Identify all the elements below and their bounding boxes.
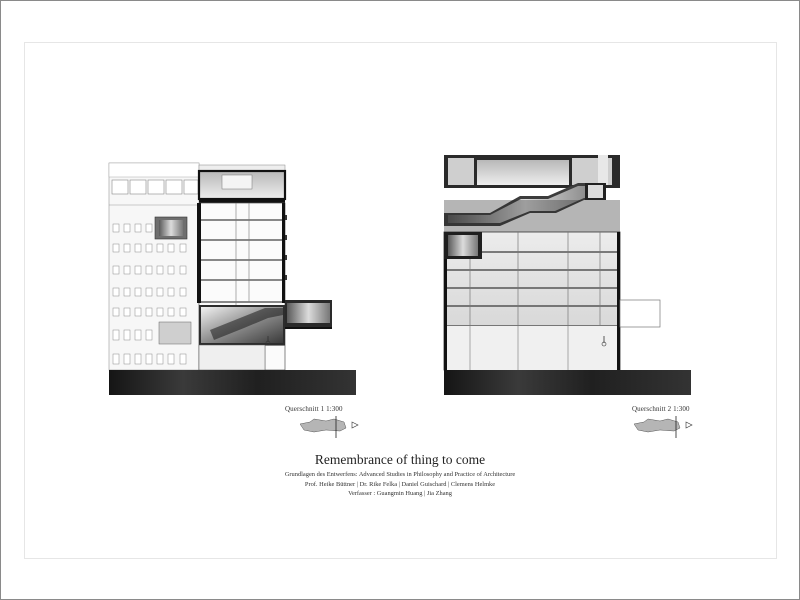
- project-credits: [0, 470, 800, 499]
- section-2-drawing: [444, 155, 691, 395]
- course-line: Grundlagen des Entwerfens: Advanced Studies in Philosophy and Practice of Architecture: [284, 471, 516, 478]
- section-1-label-text: Querschnitt: [285, 405, 319, 413]
- section-2-label-text: Querschnitt: [632, 405, 666, 413]
- section-1-key-plan: [300, 416, 362, 438]
- section-2-key-plan: [634, 416, 696, 438]
- section-1-number: 1: [320, 405, 325, 413]
- section-1-scale: 1:300: [326, 405, 343, 413]
- section-1-drawing: [109, 163, 356, 395]
- section-1-label: [285, 405, 343, 413]
- project-title: Remembrance of thing to come: [314, 452, 486, 467]
- section-2-scale: 1:300: [673, 405, 690, 413]
- tutors-line: Prof. Heike Büttner | Dr. Rike Felka | Daniel Guischard | Clemens Helmke: [304, 480, 496, 488]
- section-2-label: [632, 405, 690, 413]
- authors-line: Verfasser : Guangmin Huang | Jia Zhang: [348, 490, 452, 497]
- section-2-number: 2: [667, 405, 672, 413]
